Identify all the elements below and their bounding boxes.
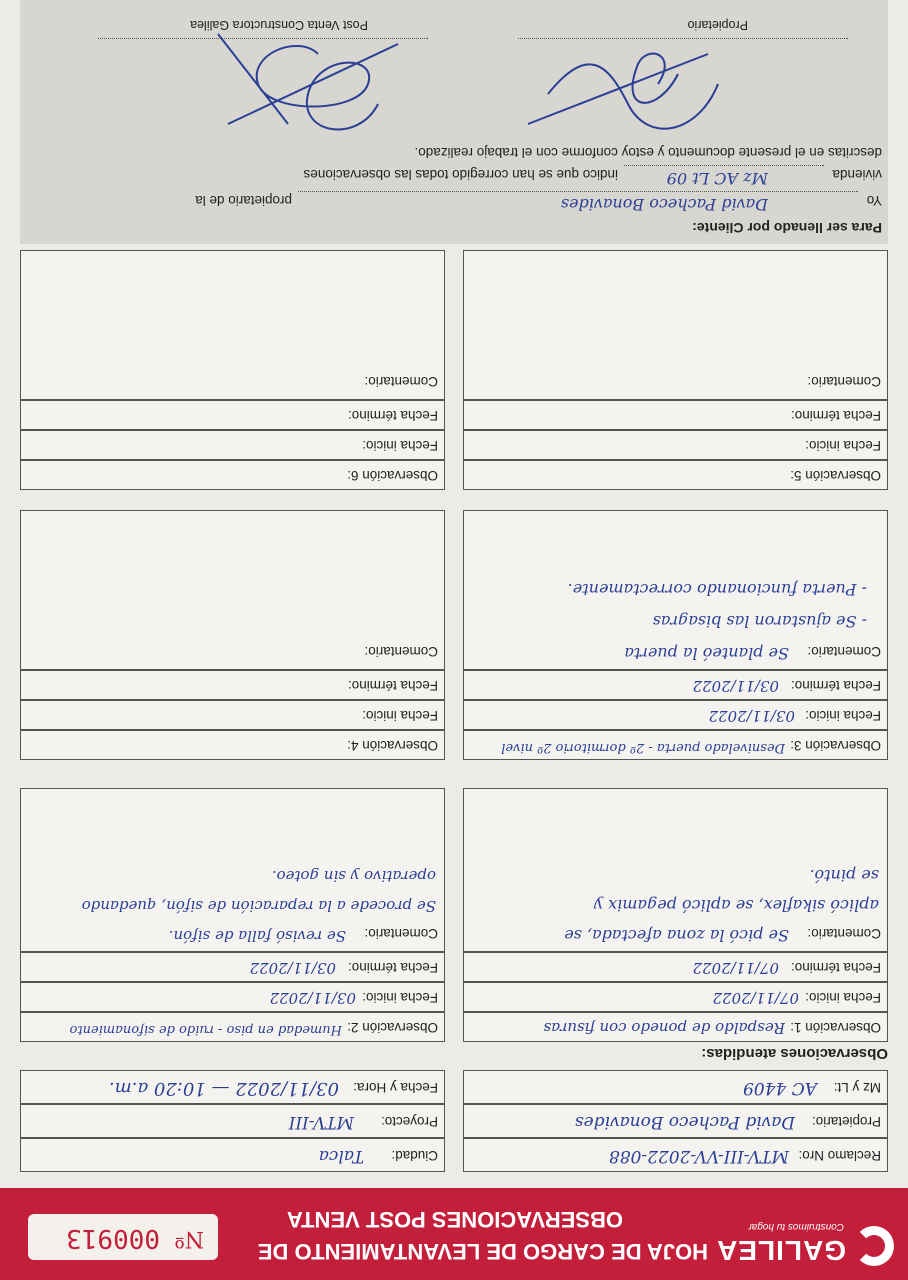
obs6-termino-label: Fecha término: [347, 408, 438, 423]
reclamo-value: MTV-III-VV-2022-088 [608, 1146, 789, 1166]
mzlt-label: Mz y Lt: [833, 1080, 881, 1095]
proyecto-label: Proyecto: [380, 1114, 438, 1129]
postventa-signature [198, 24, 418, 144]
proyecto-field [20, 1104, 445, 1138]
obs5-label: Observación 5: [790, 468, 881, 483]
brand-tagline: Construimos tu hogar [748, 1221, 844, 1232]
client-yo-line [298, 191, 858, 192]
client-yo-value: David Pacheco Bonavides [560, 195, 768, 214]
observations-title: Observaciones atendidas: [701, 1045, 888, 1062]
brand-name: GALILEA [716, 1235, 846, 1266]
obs6-inicio-label: Fecha inicio: [362, 438, 438, 453]
obs1-inicio-label: Fecha inicio: [805, 990, 881, 1005]
propietario-field [463, 1104, 888, 1138]
obs4-termino-field [20, 670, 445, 700]
obs6-comment-box [20, 250, 445, 400]
obs3-termino-field [463, 670, 888, 700]
proyecto-value: MTV-III [288, 1112, 354, 1132]
obs2-label: Observación 2: [347, 1020, 438, 1035]
obs4-title-field [20, 730, 445, 760]
ciudad-field [20, 1138, 445, 1172]
obs6-label: Observación 6: [347, 468, 438, 483]
obs1-label: Observación 1: [790, 1020, 881, 1035]
obs1-title-field [463, 1012, 888, 1042]
obs1-termino-field [463, 952, 888, 982]
obs3-comment-line1: Se planteó la puerta [624, 644, 789, 663]
obs2-comment-box [20, 788, 445, 952]
propietario-value: David Pacheco Bonavides [574, 1112, 795, 1132]
ciudad-value: Talca [318, 1146, 364, 1166]
obs4-comment-box [20, 510, 445, 670]
client-indico-text: indico que se han corregido todas las observaciones [303, 167, 618, 182]
client-section [20, 0, 888, 244]
obs4-label: Observación 4: [347, 738, 438, 753]
obs2-inicio-label: Fecha inicio: [362, 990, 438, 1005]
galilea-logo-icon [854, 1226, 894, 1266]
obs2-comment-line1: Se revisó falla de sifón. [168, 927, 346, 945]
client-yo-label: Yo [866, 193, 882, 208]
obs1-comment-label: Comentario: [807, 926, 881, 941]
obs1-inicio-field [463, 982, 888, 1012]
obs2-title-field [20, 1012, 445, 1042]
obs2-comment-line2: Se procede a la reparación de sifón, quedando [81, 897, 436, 915]
header-banner [0, 1188, 908, 1280]
obs5-comment-box [463, 250, 888, 400]
obs3-termino-label: Fecha término: [790, 678, 881, 693]
propietario-signature-line [518, 38, 848, 39]
obs1-comment-line1: Se picó la zona afectada, se [564, 926, 789, 945]
client-section-title: Para ser llenado por Cliente: [692, 220, 882, 236]
obs3-comment-label: Comentario: [807, 644, 881, 659]
postventa-signature-label: Post Venta Constructora Galilea [190, 18, 368, 32]
obs3-inicio-value: 03/11/2022 [708, 707, 795, 725]
obs1-comment-box [463, 788, 888, 952]
reclamo-label: Reclamo Nro: [798, 1148, 881, 1163]
obs2-comment-label: Comentario: [364, 926, 438, 941]
obs5-comment-label: Comentario: [807, 374, 881, 389]
obs4-comment-label: Comentario: [364, 644, 438, 659]
obs3-comment-box [463, 510, 888, 670]
obs3-termino-value: 03/11/2022 [692, 677, 779, 695]
propietario-signature-label: Propietario [687, 18, 748, 32]
obs5-inicio-label: Fecha inicio: [805, 438, 881, 453]
client-vivienda-value: Mz AC Lt 09 [666, 169, 768, 188]
obs5-termino-label: Fecha término: [790, 408, 881, 423]
client-vivienda-line [624, 165, 824, 166]
propietario-signature [518, 34, 738, 144]
obs1-inicio-value: 07/11/2022 [712, 989, 799, 1007]
propietario-label: Propietario: [811, 1114, 881, 1129]
obs4-inicio-label: Fecha inicio: [362, 708, 438, 723]
obs2-termino-value: 03/11/2022 [249, 959, 336, 977]
obs2-text: Humedad en piso - ruido de sifonamiento [69, 1022, 342, 1037]
mzlt-field [463, 1070, 888, 1104]
obs4-termino-label: Fecha término: [347, 678, 438, 693]
obs3-comment-line2: - Se ajustaron las bisagras [652, 612, 867, 631]
obs4-inicio-field [20, 700, 445, 730]
obs3-text: Desnivelado puerta - 2º dormitorio 2º nivel [501, 740, 785, 755]
obs2-inicio-field [20, 982, 445, 1012]
client-propietario-text: propietario de la [195, 193, 292, 208]
fecha-hora-label: Fecha y Hora: [353, 1080, 438, 1095]
obs6-comment-label: Comentario: [364, 374, 438, 389]
obs1-comment-line2: aplicó sikaflex, se aplicó pegamix y [594, 896, 879, 915]
document-title-line2: OBSERVACIONES POST VENTA [286, 1207, 623, 1232]
obs3-comment-line3: - Puerta funcionando correctamente. [567, 580, 867, 599]
client-descritas-text: descritas en el presente documento y estoy conforme con el trabajo realizado. [414, 145, 882, 160]
obs6-title-field [20, 460, 445, 490]
obs2-termino-field [20, 952, 445, 982]
obs2-inicio-value: 03/11/2022 [269, 989, 356, 1007]
mzlt-value: AC 4409 [743, 1078, 817, 1098]
obs6-inicio-field [20, 430, 445, 460]
obs5-inicio-field [463, 430, 888, 460]
obs3-inicio-field [463, 700, 888, 730]
obs5-termino-field [463, 400, 888, 430]
obs3-title-field [463, 730, 888, 760]
postventa-signature-line [98, 38, 428, 39]
ciudad-label: Ciudad: [391, 1148, 438, 1163]
reclamo-field [463, 1138, 888, 1172]
obs1-termino-value: 07/11/2022 [692, 959, 779, 977]
document-number-label: Nº [174, 1226, 204, 1251]
obs1-text: Respaldo de ponedo con fisuras [543, 1019, 785, 1037]
obs2-termino-label: Fecha término: [347, 960, 438, 975]
obs6-termino-field [20, 400, 445, 430]
client-vivienda-label: vivienda [832, 167, 882, 182]
document-title-line1: HOJA DE CARGO DE LEVANTAMIENTO DE [257, 1239, 708, 1264]
document-number-value: 000913 [66, 1223, 160, 1253]
fecha-hora-value: 03/11/2022 — 10:20 a.m. [108, 1078, 339, 1099]
obs1-termino-label: Fecha término: [790, 960, 881, 975]
obs3-inicio-label: Fecha inicio: [805, 708, 881, 723]
fecha-hora-field [20, 1070, 445, 1104]
obs3-label: Observación 3: [790, 738, 881, 753]
document-number-box [28, 1214, 218, 1260]
obs5-title-field [463, 460, 888, 490]
obs2-comment-line3: operativo y sin goteo. [272, 867, 436, 885]
obs1-comment-line3: se pintó. [809, 866, 879, 885]
